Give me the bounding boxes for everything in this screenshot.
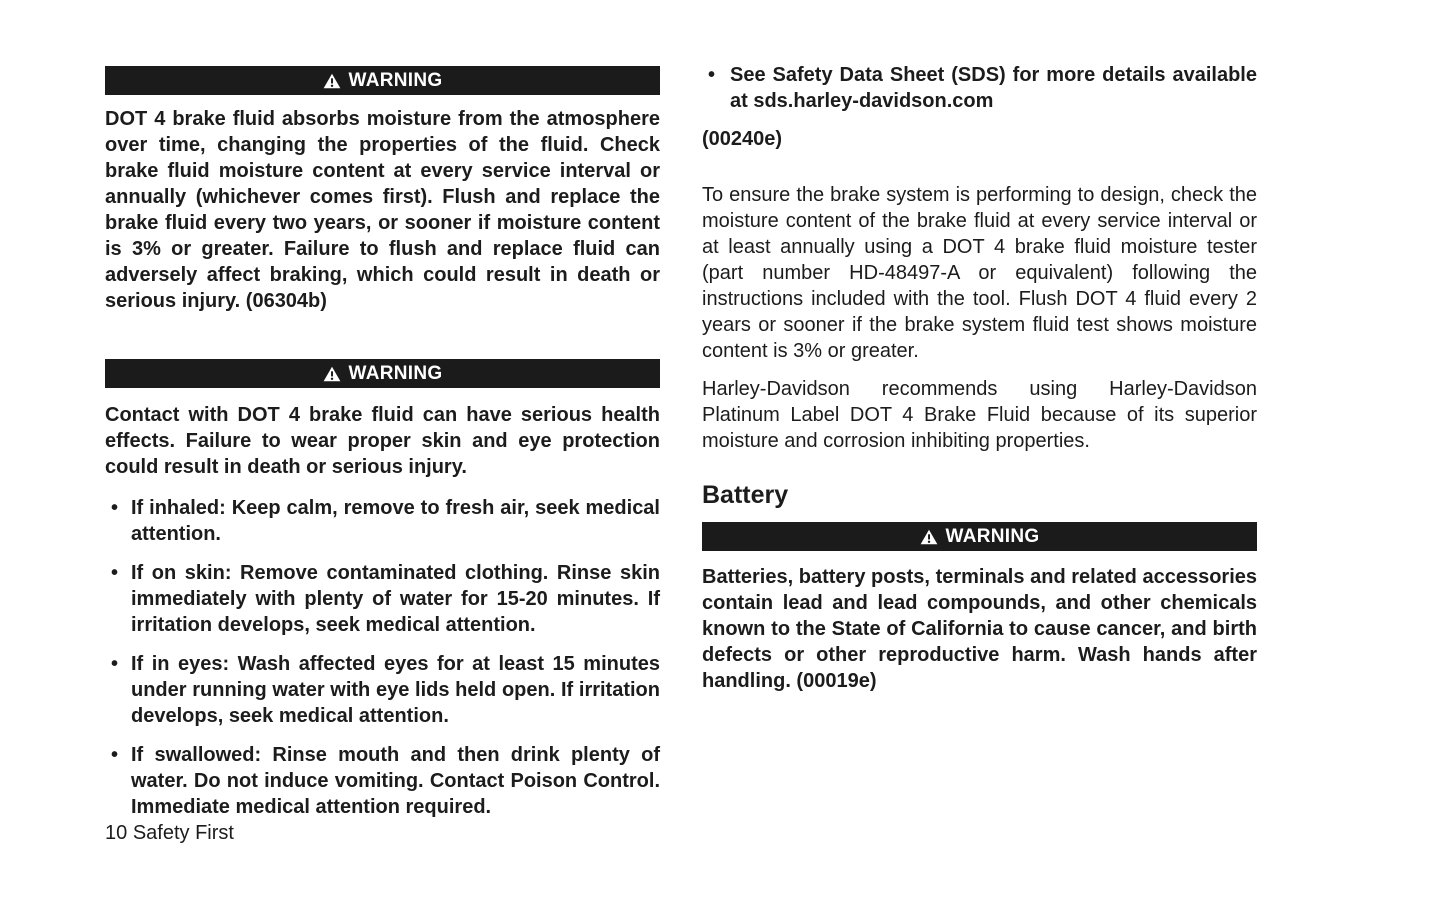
list-item-text: If in eyes: Wash affected eyes for at least 15 minutes under running water with eye lids held open. If irritation develops, seek medical attention. — [131, 653, 660, 727]
first-aid-bullet-list — [105, 495, 660, 820]
section-heading-battery: Battery — [702, 481, 789, 509]
warning-banner-battery — [702, 522, 1257, 551]
list-item-if-swallowed — [105, 742, 660, 820]
warning-banner-label: WARNING — [945, 525, 1040, 547]
warning-text-brake-fluid-moisture: DOT 4 brake fluid absorbs moisture from the atmosphere over time, changing the properties of the fluid. Check brake fluid moisture content at every service interval or annually (whichever comes first). Flush and replace the brake fluid every two years, or sooner if moisture content is 3% or greater. Failure to flush and replace fluid can adversely affect braking, which could result in death or serious injury. (06304b) — [105, 108, 660, 312]
bullet-icon — [105, 495, 131, 547]
warning-triangle-icon — [920, 529, 938, 545]
bullet-icon — [702, 62, 730, 114]
warning-banner-label: WARNING — [348, 69, 443, 91]
left-column — [105, 66, 660, 820]
list-item-if-on-skin — [105, 560, 660, 638]
footer-section-title: Safety First — [132, 822, 234, 844]
list-item-if-inhaled — [105, 495, 660, 547]
warning-banner-brake-fluid-contact — [105, 359, 660, 388]
bullet-icon — [105, 560, 131, 638]
list-item-safety-data-sheet — [702, 62, 1257, 114]
bullet-icon — [105, 651, 131, 729]
paragraph-hd-recommendation: Harley-Davidson recommends using Harley-Davidson Platinum Label DOT 4 Brake Fluid because of its superior moisture and corrosion inhibiting properties. — [702, 378, 1257, 452]
page-footer — [105, 820, 234, 846]
right-column — [702, 62, 1257, 694]
list-item-text: If swallowed: Rinse mouth and then drink plenty of water. Do not induce vomiting. Contact Poison Control. Immediate medical attention required. — [131, 744, 660, 818]
page-number: 10 — [105, 822, 128, 844]
warning-triangle-icon — [323, 73, 341, 89]
list-item-text: See Safety Data Sheet (SDS) for more details available at sds.harley-davidson.com — [730, 64, 1257, 112]
warning-text-brake-fluid-contact: Contact with DOT 4 brake fluid can have serious health effects. Failure to wear proper skin and eye protection could result in death or serious injury. — [105, 404, 660, 478]
list-item-text: If inhaled: Keep calm, remove to fresh air, seek medical attention. — [131, 497, 660, 545]
reference-code: (00240e) — [702, 128, 783, 150]
warning-banner-brake-fluid-moisture — [105, 66, 660, 95]
warning-text-battery: Batteries, battery posts, terminals and related accessories contain lead and lead compounds, and other chemicals known to the State of California to cause cancer, and birth defects or other reproductive harm. Wash hands after handling. (00019e) — [702, 566, 1257, 692]
warning-triangle-icon — [323, 366, 341, 382]
list-item-if-in-eyes — [105, 651, 660, 729]
bullet-icon — [105, 742, 131, 820]
warning-banner-label: WARNING — [348, 362, 443, 384]
paragraph-moisture-test: To ensure the brake system is performing to design, check the moisture content of the brake fluid at every service interval or at least annually using a DOT 4 brake fluid moisture tester (part number HD-48497-A or equivalent) following the instructions included with the tool. Flush DOT 4 fluid every 2 years or sooner if the brake system fluid test shows moisture content is 3% or greater. — [702, 184, 1257, 362]
list-item-text: If on skin: Remove contaminated clothing. Rinse skin immediately with plenty of water for 15-20 minutes. If irritation develops, seek medical attention. — [131, 562, 660, 636]
